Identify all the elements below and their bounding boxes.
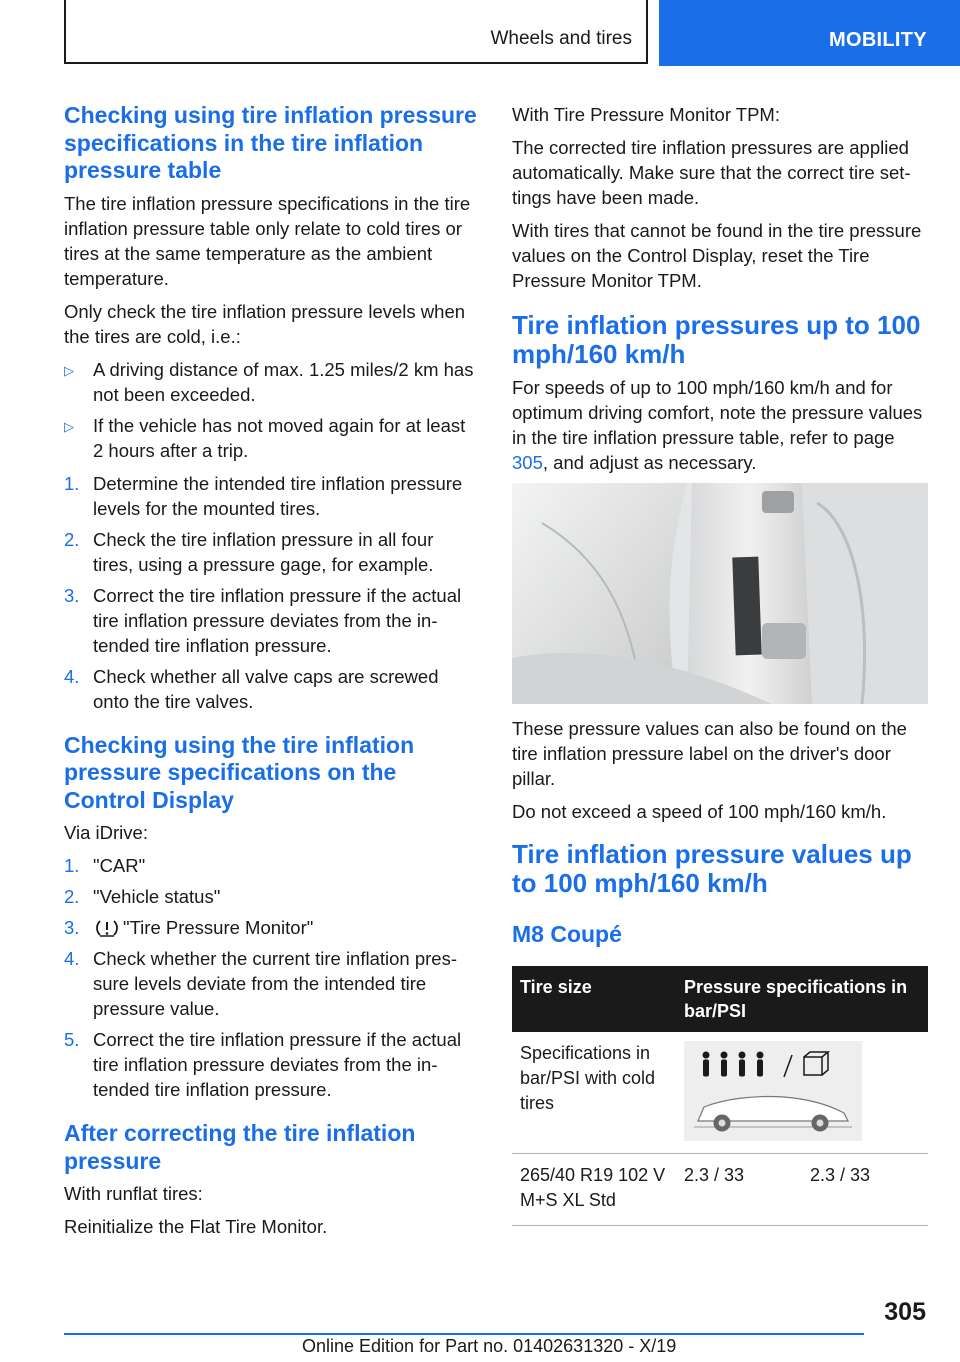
list-item	[64, 527, 478, 577]
header-frame	[64, 0, 648, 64]
step-number: 4.	[64, 665, 80, 687]
list-item	[64, 884, 478, 909]
step-text: "Vehicle status"	[93, 886, 221, 907]
list-item	[64, 1027, 478, 1102]
tire-pressure-warning-icon	[95, 918, 119, 938]
paragraph-cold-check: Only check the tire inflation pressure levels when the tires are cold, i.e.:	[64, 300, 466, 347]
step-number: 3.	[64, 584, 80, 606]
step-number: 5.	[64, 1029, 80, 1050]
step-number: 2.	[64, 528, 80, 550]
step-text: Correct the tire inflation pressure if the actual tire inflation pressure deviates from the intended tire inflation pressure.	[93, 1029, 462, 1100]
header-chapter-tab: MOBILITY	[659, 0, 960, 66]
step-number: 2.	[64, 886, 80, 907]
list-item	[64, 357, 478, 407]
step-number: 1.	[64, 472, 80, 494]
footer-divider	[64, 1333, 864, 1335]
heading-pressure-values: Tire inflation pressure values up to 100 mph/160 km/h	[512, 839, 912, 898]
step-text: "Tire Pressure Monitor"	[123, 917, 314, 938]
page-header	[0, 0, 960, 66]
list-item	[64, 915, 478, 940]
step-number: 4.	[64, 948, 80, 969]
list-item	[64, 946, 478, 1021]
header-section-title: Wheels and tires	[490, 28, 632, 49]
page-number: 305	[884, 1298, 926, 1326]
paragraph-runflat: With runflat tires:	[64, 1183, 203, 1204]
table-header-row	[512, 966, 928, 1032]
paragraph-via-idrive: Via iDrive:	[64, 822, 148, 843]
heading-pressures-up-to-100: Tire inflation pressures up to 100 mph/160 km/h	[512, 310, 921, 369]
step-text: Determine the intended tire inflation pressure levels for the mounted tires.	[93, 472, 463, 519]
speeds-text: For speeds of up to 100 mph/160 km/h and for optimum driving comfort, note the pressure values in the tire inflation pressure table, refer to page	[512, 377, 923, 448]
paragraph-reset-tpm: With tires that cannot be found in the tire pressure values on the Control Display, reset the Tire Pressure Monitor TPM.	[512, 220, 922, 291]
tire-size-cell: 265/40 R19 102 V M+S XL Std	[512, 1154, 676, 1226]
step-text: Check whether all valve caps are screwed onto the tire valves.	[93, 665, 439, 712]
paragraph-speeds	[512, 375, 928, 475]
tire-pressure-table	[512, 966, 928, 1226]
heading-after-correcting: After correcting the tire inflation pressure	[64, 1120, 416, 1174]
left-column	[64, 102, 478, 1247]
triangle-bullet-icon: ▷	[64, 362, 74, 378]
list-item	[64, 664, 478, 714]
step-text: Check the tire inflation pressure in all four tires, using a pressure gage, for example.	[93, 528, 434, 575]
speeds-text-end: , and adjust as necessary.	[542, 452, 757, 473]
list-item	[64, 413, 478, 463]
table-row	[512, 1032, 928, 1154]
edition-text: Online Edition for Part no. 01402631320 - X/19	[302, 1336, 677, 1356]
heading-table-check: Checking using tire inflation pressure specifications in the tire inflation pressure table	[64, 102, 477, 183]
heading-model: M8 Coupé	[512, 921, 622, 947]
step-number: 1.	[64, 855, 80, 876]
paragraph-do-not-exceed: Do not exceed a speed of 100 mph/160 km/h.	[512, 801, 887, 822]
spec-label-cell: Specifications in bar/PSI with cold tires	[512, 1032, 676, 1154]
vehicle-load-diagram	[684, 1041, 862, 1141]
paragraph-table-relates: The tire inflation pressure specifications in the tire inflation pressure table only relate to cold tires or tires at the same temperature as the ambient temperature.	[64, 192, 471, 289]
door-pillar-illustration	[512, 483, 928, 704]
check-steps-list	[64, 471, 478, 714]
page-link[interactable]: 305	[512, 452, 543, 473]
load-diagram-cell	[676, 1032, 928, 1154]
paragraph-corrected-applied: The corrected tire inflation pressures are applied automatically. Make sure that the correct tire settings have been made.	[512, 137, 911, 208]
list-item	[64, 583, 478, 658]
pressure-value-cell: 2.3 / 33	[676, 1154, 802, 1226]
table-row	[512, 1154, 928, 1226]
pressure-value-cell: 2.3 / 33	[802, 1154, 928, 1226]
step-number: 3.	[64, 917, 80, 938]
paragraph-door-pillar-label: These pressure values can also be found on the tire inflation pressure label on the driver's door pillar.	[512, 718, 907, 789]
door-pillar-label-photo	[512, 483, 928, 704]
paragraph-reinitialize: Reinitialize the Flat Tire Monitor.	[64, 1216, 328, 1237]
list-item	[64, 853, 478, 878]
idrive-steps-list	[64, 853, 478, 1102]
right-column	[512, 102, 928, 1226]
paragraph-with-tpm: With Tire Pressure Monitor TPM:	[512, 104, 780, 125]
list-item-text: A driving distance of max. 1.25 miles/2 km has not been exceeded.	[93, 358, 474, 405]
column-header-tire-size: Tire size	[512, 966, 676, 1032]
cold-conditions-list	[64, 357, 478, 463]
list-item-text: If the vehicle has not moved again for at least 2 hours after a trip.	[93, 414, 466, 461]
column-header-pressure: Pressure specifications in bar/PSI	[676, 966, 928, 1032]
step-text: "CAR"	[93, 855, 146, 876]
list-item	[64, 471, 478, 521]
step-text: Correct the tire inflation pressure if the actual tire inflation pressure deviates from the intended tire inflation pressure.	[93, 584, 462, 656]
heading-control-display-check: Checking using the tire inflation pressure specifications on the Control Display	[64, 731, 415, 813]
step-text: Check whether the current tire inflation pressure levels deviate from the intended tire pressure value.	[93, 948, 458, 1019]
triangle-bullet-icon: ▷	[64, 418, 74, 434]
